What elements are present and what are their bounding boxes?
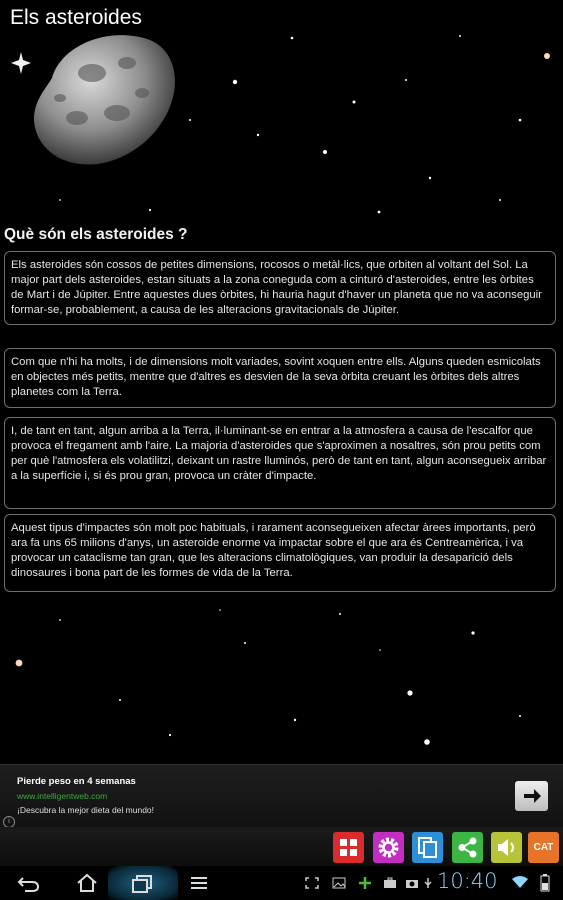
app-title: Els asteroides xyxy=(10,6,142,29)
copy-button[interactable] xyxy=(412,832,443,863)
ad-banner[interactable] xyxy=(0,764,563,828)
grid-button[interactable] xyxy=(333,832,364,863)
ad-description[interactable]: ¡Descubra la mejor dieta del mundo! xyxy=(17,805,155,815)
wifi-icon xyxy=(511,875,529,889)
ad-title[interactable]: Pierde peso en 4 semanas xyxy=(17,776,136,787)
share-button[interactable] xyxy=(452,832,483,863)
gallery-icon xyxy=(332,877,346,889)
recent-apps-icon[interactable] xyxy=(130,873,154,895)
ad-url[interactable]: www.intelligentweb.com xyxy=(17,791,108,801)
ad-arrow-icon xyxy=(515,781,548,811)
plus-icon xyxy=(358,876,372,890)
ad-arrow-button[interactable] xyxy=(515,781,548,811)
camera-icon xyxy=(405,877,419,889)
section-heading: Què són els asteroides ? xyxy=(4,226,188,243)
ad-info-icon[interactable]: i xyxy=(3,816,15,828)
screenshot-icon xyxy=(305,877,319,889)
grid-icon xyxy=(333,832,364,863)
sound-button[interactable] xyxy=(491,832,522,863)
paragraph-box: Com que n'hi ha molts, i de dimensions molt variades, sovint xoquen entre ells. Alguns queden esmicolats en objectes més petits, mentre que d'altres es desvien de la seva òrbita creuant les òrbites dels altres planetes com la Terra. xyxy=(4,348,556,408)
language-button[interactable]: CAT xyxy=(528,832,559,863)
paragraph-box: I, de tant en tant, algun arriba a la Terra, il·luminant-se en entrar a la atmosfera a causa de l'escalfor que provoca el fregament amb l'aire. La majoria d'asteroides que s'aproximen a nosaltres, són prou petits com per què l'atmosfera els volatilitzi, deixant un rastre lluminós, però de tant en tant, algun aconsegueix arribar a la superfície i, si és prou gran, provoca un cràter d'impacte. xyxy=(4,417,556,509)
gear-icon xyxy=(373,832,404,863)
paragraph-box: Els asteroides són cossos de petites dimensions, rocosos o metàl·lics, que orbiten al voltant del Sol. La major part dels asteroides, estan situats a la zona coneguda com a cinturó d'asteroides, entre les òrbites de Mart i de Júpiter. Entre aquestes dues òrbites, hi hauria hagut d'haver un planeta que no va aconseguir formar-se, probablement, a causa de les alteracions gravitacionals de Júpiter. xyxy=(4,251,556,325)
battery-icon xyxy=(540,874,550,892)
asteroid-image xyxy=(22,18,182,178)
status-clock: 10:40 xyxy=(437,869,498,893)
back-icon[interactable] xyxy=(17,874,41,894)
copy-icon xyxy=(412,832,443,863)
paragraph-box: Aquest tipus d'impactes són molt poc habituals, i rarament aconsegueixen afectar àrees importants, però ara fa uns 65 milions d'anys, un asteroide enorme va impactar sobre el que ara és Centreamèrica, i va provocar un cataclisme tan gran, que les alteracions climatològiques, van produir la desaparició dels dinosaures i bona part de les formes de vida de la Terra. xyxy=(4,514,556,592)
menu-icon[interactable] xyxy=(190,874,208,892)
settings-button[interactable] xyxy=(373,832,404,863)
share-icon xyxy=(452,832,483,863)
home-icon[interactable] xyxy=(75,872,99,894)
usb-icon xyxy=(422,877,434,889)
speaker-icon xyxy=(491,832,522,863)
briefcase-icon xyxy=(383,877,397,889)
